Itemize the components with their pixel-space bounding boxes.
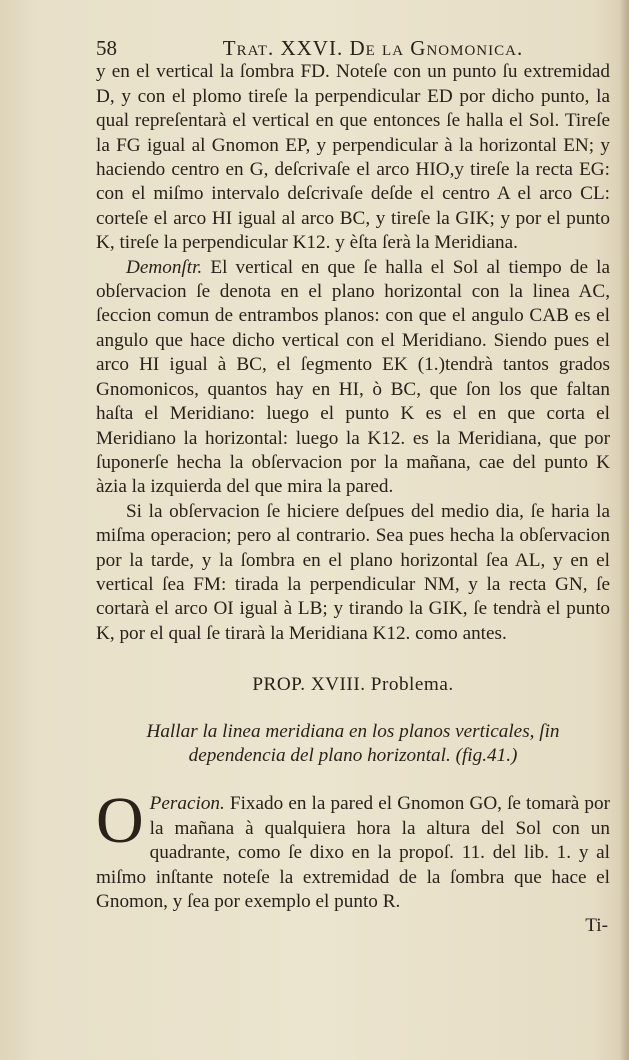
operation-paragraph <box>96 784 610 914</box>
page-edge-shadow <box>619 0 629 1060</box>
text-block <box>96 36 610 939</box>
page-header <box>96 36 610 60</box>
running-head: Trat. XXVI. De la Gnomonica. <box>222 36 524 60</box>
prop-heading: PROP. XVIII. Problema. <box>252 674 454 696</box>
paragraph-2 <box>96 256 610 500</box>
paragraph-3: Si la obſervacion ſe hiciere deſpues del medio dia, ſe haria la miſma operacion; pero al contrario. Sea pues hecha la obſervacion por la tarde, y la ſombra en el plano horizontal ſea AL, y en el vertical ſea FM: tirada la perpendicular NM, y la recta GN, ſe cortarà el arco OI igual à LB; y tirando la GIK, ſe tendrà el punto K, por el qual ſe tirarà la Meridiana K12. como antes. <box>96 500 610 644</box>
operation-text: Fixado en la pared el Gnomon GO, ſe tomarà por la mañana à qualquiera hora la altura del Sol con un quadrante, como ſe dixo en la propoſ. 11. del lib. 1. y al miſmo inſtante noteſe la extremidad de la ſombra que hace el Gnomon, y ſea por exemplo el punto R. <box>96 793 610 912</box>
problem-statement: Hallar la linea meridiana en los planos verticales, ſin dependencia del plano horizontal. (fig.41.) <box>146 720 560 766</box>
paragraph-2-text: El vertical en que ſe halla el Sol al tiempo de la obſervacion ſe denota en el plano horizontal con la linea AC, ſeccion comun de entrambos planos: con que el angulo CAB es el angulo que hace dicho vertical con el Meridiano. Siendo pues el arco HI igual à BC, el ſegmento EK (1.)tendrà tantos grados Gnomonicos, quantos hay en HI, ò BC, que ſon los que faltan haſta el Meridiano: luego el punto K es el en que corta el Meridiano la horizontal: luego la K12. es la Meridiana, que por ſuponerſe hecha la obſervacion por la mañana, cae del punto K àzia la izquierda del que mira la pared. <box>96 256 610 498</box>
paragraph-1: y en el vertical la ſombra FD. Noteſe con un punto ſu extremidad D, y con el plomo tireſe la perpendicular ED por dicho punto, la qual repreſentarà el vertical en que entonces ſe halla el Sol. Tireſe la FG igual al Gnomon EP, y perpendicular à la horizontal EN; y haciendo centro en G, deſcrivaſe el arco HIO,y tireſe la recta EG: con el miſmo intervalo deſcrivaſe deſde el centro A el arco CL: corteſe el arco HI igual al arco BC, y tireſe la GIK; y por el punto K, tireſe la perpendicular K12. y èſta ſerà la Meridiana. <box>96 61 610 254</box>
demonstration-label: Demonſtr. <box>126 256 203 278</box>
operation-label: Peracion. <box>149 793 225 815</box>
page-number: 58 <box>96 36 117 60</box>
catchword: Ti- <box>585 915 608 937</box>
drop-cap: O <box>96 784 144 858</box>
